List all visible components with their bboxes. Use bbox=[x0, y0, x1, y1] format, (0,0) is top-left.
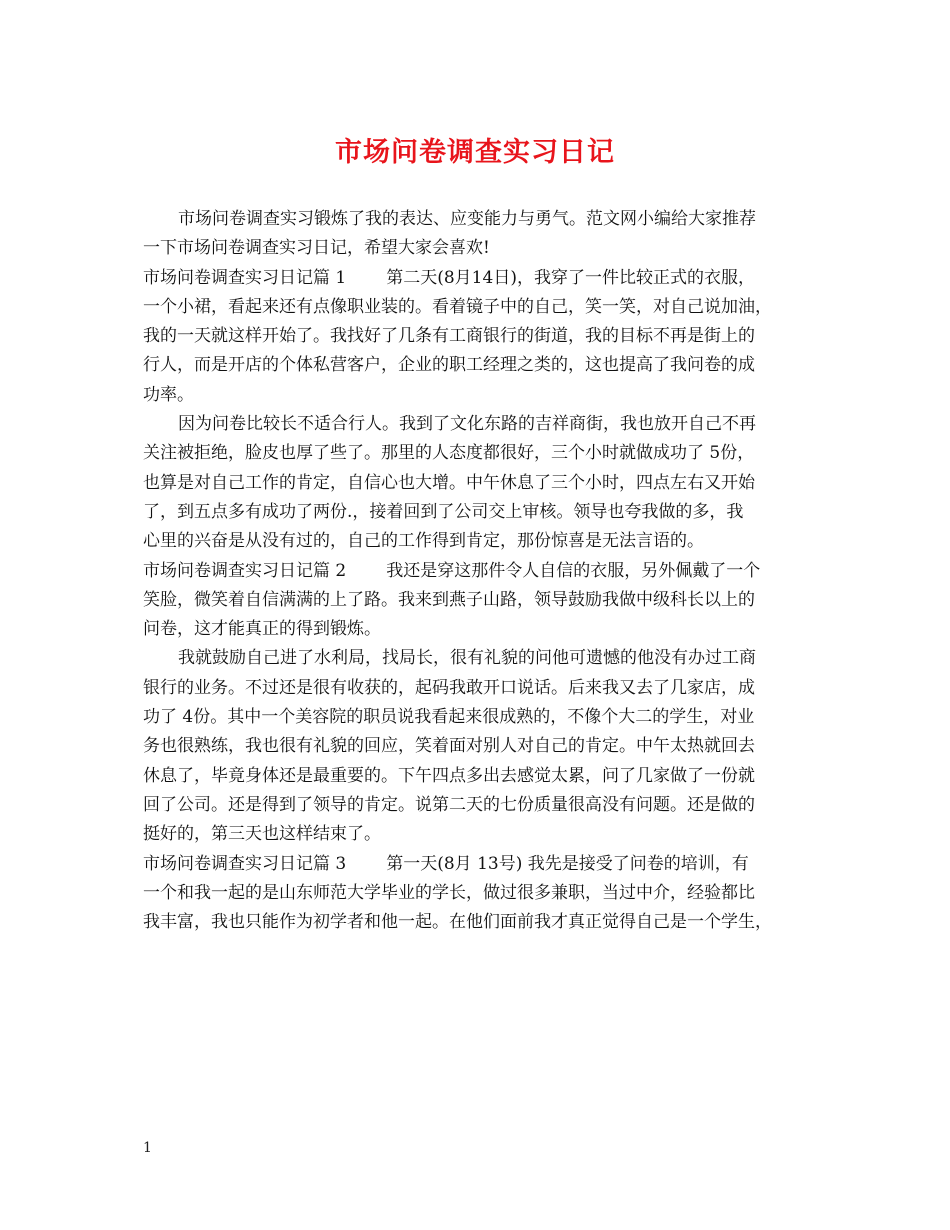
paragraph-line: 了，到五点多有成功了两份.，接着回到了公司交上审核。领导也夸我做的多，我 bbox=[143, 501, 744, 522]
paragraph-line: 银行的业务。不过还是很有收获的，起码我敢开口说话。后来我又去了几家店，成 bbox=[143, 677, 755, 698]
paragraph-line: 心里的兴奋是从没有过的，自己的工作得到肯定，那份惊喜是无法言语的。 bbox=[143, 531, 704, 552]
entry-heading: 市场问卷调查实习日记篇 1 bbox=[143, 267, 347, 288]
paragraph-line: 一个小裙，看起来还有点像职业装的。看着镜子中的自己，笑一笑，对自己说加油， bbox=[143, 296, 772, 317]
entry-text: 我还是穿这那件令人自信的衣服，另外佩戴了一个 bbox=[386, 560, 761, 581]
paragraph-line: 一下市场问卷调查实习日记，希望大家会喜欢! bbox=[143, 238, 490, 259]
paragraph-line: 我丰富，我也只能作为初学者和他一起。在他们面前我才真正觉得自己是一个学生， bbox=[143, 912, 772, 933]
paragraph-line: 也算是对自己工作的肯定，自信心也大增。中午休息了三个小时，四点左右又开始 bbox=[143, 472, 755, 493]
paragraph-line: 问卷，这才能真正的得到锻炼。 bbox=[143, 619, 381, 640]
paragraph-line: 休息了，毕竟身体还是最重要的。下午四点多出去感觉太累，问了几家做了一份就 bbox=[143, 765, 755, 786]
paragraph-line: 功率。 bbox=[143, 384, 194, 405]
paragraph-line: 我就鼓励自己进了水利局，找局长，很有礼貌的问他可遗憾的他没有办过工商 bbox=[178, 648, 756, 669]
paragraph-line: 我的一天就这样开始了。我找好了几条有工商银行的街道，我的目标不再是街上的 bbox=[143, 326, 755, 347]
entry-heading: 市场问卷调查实习日记篇 3 bbox=[143, 853, 347, 874]
paragraph-line: 功了 4份。其中一个美容院的职员说我看起来很成熟的，不像个大二的学生，对业 bbox=[143, 707, 755, 728]
entry-line bbox=[143, 557, 813, 586]
entry-line bbox=[143, 850, 813, 879]
paragraph-line: 因为问卷比较长不适合行人。我到了文化东路的吉祥商街，我也放开自己不再 bbox=[178, 414, 756, 435]
page-number: 1 bbox=[143, 1140, 152, 1156]
paragraph-line: 市场问卷调查实习锻炼了我的表达、应变能力与勇气。范文网小编给大家推荐 bbox=[178, 209, 756, 229]
paragraph-line: 回了公司。还是得到了领导的肯定。说第二天的七份质量很高没有问题。还是做的 bbox=[143, 794, 755, 815]
paragraph-line: 挺好的，第三天也这样结束了。 bbox=[143, 824, 381, 845]
paragraph-line: 笑脸，微笑着自信满满的上了路。我来到燕子山路，领导鼓励我做中级科长以上的 bbox=[143, 589, 755, 610]
paragraph-line: 务也很熟练，我也很有礼貌的回应，笑着面对别人对自己的肯定。中午太热就回去 bbox=[143, 736, 755, 757]
paragraph-line: 关注被拒绝，脸皮也厚了些了。那里的人态度都很好，三个小时就做成功了 5份， bbox=[143, 443, 755, 464]
entry-text: 第一天(8月 13号) 我先是接受了问卷的培训，有 bbox=[386, 853, 749, 874]
entry-heading: 市场问卷调查实习日记篇 2 bbox=[143, 560, 347, 581]
paragraph-line: 一个和我一起的是山东师范大学毕业的学长，做过很多兼职，当过中介，经验都比 bbox=[143, 882, 755, 903]
document-body bbox=[143, 205, 813, 937]
entry-text: 第二天(8月14日)，我穿了一件比较正式的衣服， bbox=[386, 267, 755, 288]
paragraph-line: 行人，而是开店的个体私营客户，企业的职工经理之类的，这也提高了我问卷的成 bbox=[143, 355, 755, 376]
entry-line bbox=[143, 264, 813, 293]
document-title: 市场问卷调查实习日记 bbox=[335, 137, 615, 168]
